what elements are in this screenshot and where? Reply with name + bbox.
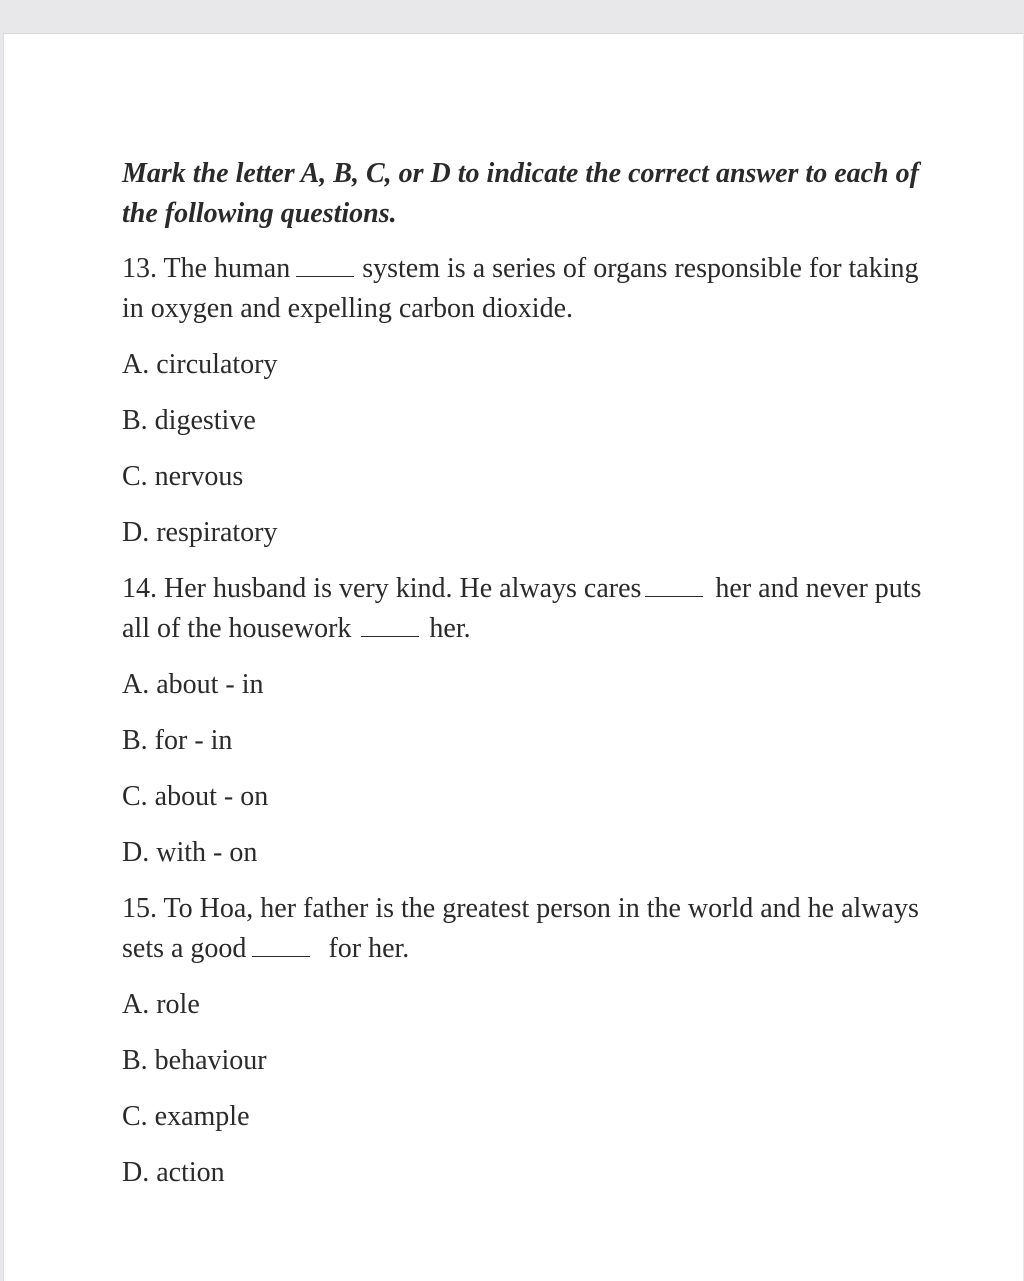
question-13-stem xyxy=(122,249,922,329)
question-13-option-c[interactable]: C. nervous xyxy=(122,461,244,492)
question-13-stem-part-1: 13. The human xyxy=(122,253,291,284)
question-15-option-b[interactable]: B. behaviour xyxy=(122,1045,267,1076)
question-15-option-c[interactable]: C. example xyxy=(122,1101,250,1132)
question-14-option-d[interactable]: D. with - on xyxy=(122,837,258,868)
question-13-stem-part-2: system is a series of organs responsible for taking in oxygen and expelling carbon dioxide. xyxy=(122,253,919,324)
question-14-stem-part-1: 14. Her husband is very kind. He always cares xyxy=(122,573,642,604)
question-14-stem-part-3: her. xyxy=(429,613,471,644)
question-15-stem xyxy=(122,889,922,969)
question-13-option-a[interactable]: A. circulatory xyxy=(122,349,278,380)
question-13-option-d[interactable]: D. respiratory xyxy=(122,517,278,548)
question-13-option-b[interactable]: B. digestive xyxy=(122,405,256,436)
answer-blank xyxy=(252,932,310,957)
question-14-option-c[interactable]: C. about - on xyxy=(122,781,269,812)
instructions-text: Mark the letter A, B, C, or D to indicate the correct answer to each of the following questions. xyxy=(122,158,919,229)
question-15-stem-part-2: for her. xyxy=(328,933,410,964)
question-15 xyxy=(122,889,922,1193)
question-14-option-b[interactable]: B. for - in xyxy=(122,725,233,756)
question-14 xyxy=(122,569,922,873)
question-13 xyxy=(122,249,922,553)
answer-blank xyxy=(645,572,703,597)
exercise-content xyxy=(122,154,922,1209)
answer-blank xyxy=(361,612,419,637)
question-15-stem-part-1: 15. To Hoa, her father is the greatest person in the world and he always sets a good xyxy=(122,893,919,964)
question-15-option-a[interactable]: A. role xyxy=(122,989,200,1020)
answer-blank xyxy=(296,252,354,277)
question-14-option-a[interactable]: A. about - in xyxy=(122,669,264,700)
question-15-option-d[interactable]: D. action xyxy=(122,1157,225,1188)
question-14-stem-part-2: her and never puts all of the housework xyxy=(122,573,922,644)
document-page xyxy=(3,33,1023,1281)
question-14-stem xyxy=(122,569,922,649)
